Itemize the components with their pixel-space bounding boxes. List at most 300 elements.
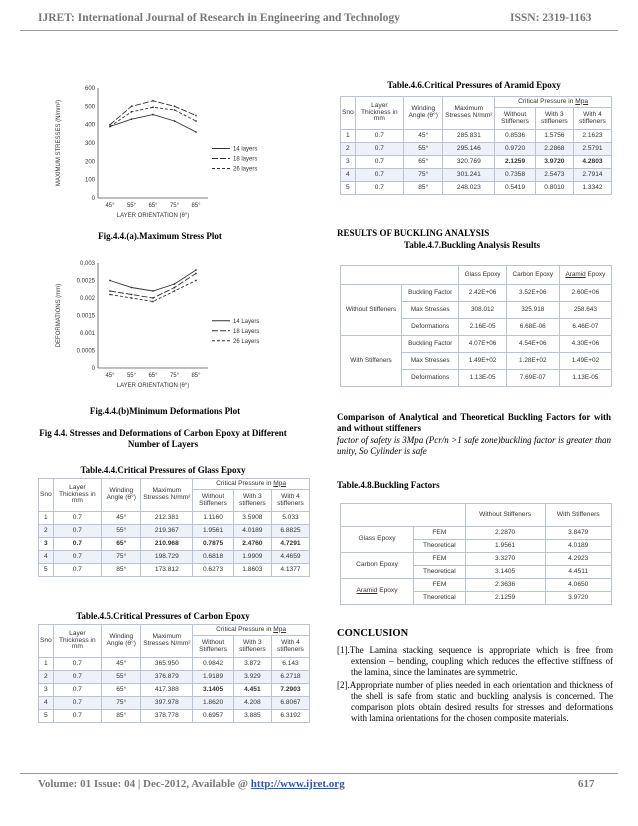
table-cell: 308.012	[459, 302, 506, 319]
table-cell: 1.49E+02	[459, 353, 506, 370]
table-cell: 2	[341, 143, 356, 156]
table-cell: 3.872	[233, 658, 271, 671]
table-cell: Carbon Epoxy	[506, 266, 559, 285]
table-cell: 3.8479	[545, 527, 612, 540]
table-cell: 295.146	[443, 143, 495, 156]
table-cell: 2.16E-05	[459, 319, 506, 336]
table-cell: 3.9720	[535, 156, 573, 169]
table-cell: With 4 stiffeners	[271, 636, 309, 658]
table-cell: 258.643	[559, 302, 611, 319]
fig-b-data-point	[109, 290, 111, 292]
conclusion-item: [2].Appropriate number of plies needed in each orientation and thickness of the shell is safe from static and buckling analysis is concerned. The comparison plots obtain desired results for stresses and deformations with lamina orientations for the chosen composite materials.	[337, 680, 613, 723]
table-cell: Without Stiffeners	[465, 504, 545, 527]
table-cell: 2.42E+06	[459, 285, 506, 302]
table-cell: 2.7914	[573, 169, 611, 182]
table-cell: 4.7291	[271, 538, 309, 551]
table-cell: 0.6957	[193, 710, 234, 723]
table-cell: 2.1259	[495, 156, 536, 169]
table-cell: 3.1405	[193, 684, 234, 697]
fig-b-data-point	[131, 297, 133, 299]
table-cell: 0.7358	[495, 169, 536, 182]
table-47-caption: Table.4.7.Buckling Analysis Results	[404, 240, 540, 250]
fig-a-data-point	[152, 114, 154, 116]
table-cell: Critical Pressure in Mpa	[193, 625, 310, 636]
fig-a-legend-label: 18 layers	[233, 156, 258, 163]
fig-a-x-tick-label: 85°	[191, 203, 201, 209]
table-cell: 75°	[102, 697, 141, 710]
table-cell: Deformations	[402, 370, 459, 387]
table-cell: 0.7	[355, 169, 403, 182]
table-cell: Buckling Factor	[402, 336, 459, 353]
table-cell: 0.7	[53, 551, 101, 564]
comparison-heading: Comparison of Analytical and Theoretical Buckling Factors for with and without stiffeners	[337, 412, 611, 433]
table-cell: 55°	[102, 525, 141, 538]
table-cell: 7.69E-07	[506, 370, 559, 387]
table-cell: 285.831	[443, 130, 495, 143]
table-cell: 198.729	[141, 551, 193, 564]
table-cell: 0.5419	[495, 182, 536, 195]
table-cell: 4.4659	[271, 551, 309, 564]
aramid-word: Aramid	[356, 587, 378, 595]
table-row	[39, 564, 310, 577]
table-cell: 65°	[102, 538, 141, 551]
table-row	[341, 130, 612, 143]
table-row	[39, 697, 310, 710]
table-cell: 3.9720	[545, 592, 612, 605]
table-cell: 212.381	[141, 512, 193, 525]
fig-b-series-line	[110, 274, 196, 299]
table-cell: 4.208	[233, 697, 271, 710]
table-row	[341, 553, 612, 566]
fig-b-x-axis-label: LAYER ORIENTATION (θ°)	[116, 383, 190, 389]
table-cell: 417.388	[141, 684, 193, 697]
table-cell: 3.1405	[465, 566, 545, 579]
fig-a-data-point	[131, 118, 133, 120]
table-cell: 1.8603	[233, 564, 271, 577]
fig-a-y-tick-label: 200	[84, 159, 95, 166]
fig-a-caption: Fig.4.4.(a).Maximum Stress Plot	[98, 231, 222, 241]
table-row	[39, 671, 310, 684]
table-cell: 1.1160	[193, 512, 234, 525]
table-cell: 4	[39, 697, 54, 710]
table-row	[341, 182, 612, 195]
table-cell: 65°	[404, 156, 443, 169]
table-cell: 3	[341, 156, 356, 169]
table-cell: 4.0189	[545, 540, 612, 553]
table-cell: 45°	[404, 130, 443, 143]
fig-b-series-line	[110, 270, 196, 291]
fig-b-caption: Fig.4.4.(b)Minimum Deformations Plot	[89, 406, 241, 416]
fig-a-y-tick-label: 400	[84, 122, 95, 129]
conclusion-list	[337, 645, 613, 726]
fig-b-x-tick-label: 55°	[126, 373, 137, 379]
fig-a-data-point	[174, 105, 176, 107]
fig-a-y-tick-label: 100	[84, 177, 95, 184]
table-cell: 65°	[102, 684, 141, 697]
min-deformation-chart	[50, 255, 280, 390]
table-header-row	[39, 625, 310, 636]
table-44-caption: Table.4.4.Critical Pressures of Glass Epoxy	[80, 465, 246, 475]
fig-b-data-point	[109, 280, 111, 282]
table-cell: 3.929	[233, 671, 271, 684]
fig-a-data-point	[152, 106, 154, 108]
table-cell: 378.778	[141, 710, 193, 723]
table-cell: 4.0189	[233, 525, 271, 538]
table-row	[341, 336, 612, 353]
table-buckling-results	[340, 265, 612, 387]
table-cell: Winding Angle (θ°)	[102, 479, 141, 512]
table-cell: Winding Angle (θ°)	[102, 625, 141, 658]
table-cell: With 4 stiffeners	[573, 108, 611, 130]
table-row	[39, 512, 310, 525]
table-cell: 365.950	[141, 658, 193, 671]
fig-b-data-point	[174, 283, 176, 285]
table-cell: Theoretical	[414, 540, 466, 553]
fig-a-data-point	[152, 100, 154, 102]
buckling-heading: RESULTS OF BUCKLING ANALYSIS	[337, 228, 490, 238]
table-cell: With 4 stiffeners	[271, 490, 309, 512]
table-cell: 4.1377	[271, 564, 309, 577]
table-46-caption: Table.4.6.Critical Pressures of Aramid Epoxy	[387, 80, 561, 90]
table-cell: 1	[39, 512, 54, 525]
table-cell: Maximum Stresses N/mm²	[443, 97, 495, 130]
fig-b-y-axis-label: DEFORMATIONS (mm)	[56, 283, 62, 348]
table-cell: Sno	[341, 97, 356, 130]
table-cell: 45°	[102, 658, 141, 671]
table-cell: With 3 stiffeners	[233, 490, 271, 512]
journal-title: IJRET: International Journal of Research in Engineering and Technology	[38, 12, 400, 24]
footer-volume: Volume: 01 Issue: 04 | Dec-2012, Available @	[38, 778, 251, 790]
table-cell: Maximum Stresses N/mm²	[141, 479, 193, 512]
table-cell: 4.0650	[545, 579, 612, 592]
fig-a-data-point	[195, 131, 197, 133]
fig-main-caption: Fig 4.4. Stresses and Deformations of Carbon Epoxy at Different Number of Layers	[39, 428, 287, 449]
table-cell: 0.8536	[495, 130, 536, 143]
table-cell: 1.49E+02	[559, 353, 611, 370]
table-cell: 397.978	[141, 697, 193, 710]
table-cell: 1.9909	[233, 551, 271, 564]
table-cell: 173.812	[141, 564, 193, 577]
table-header-row	[39, 479, 310, 490]
table-cell: Sno	[39, 625, 54, 658]
table-cell: 0.7	[53, 684, 101, 697]
fig-a-x-tick-label: 45°	[105, 203, 115, 209]
fig-b-data-point	[131, 287, 133, 289]
table-cell: With Stiffeners	[545, 504, 612, 527]
table-cell: 1.9189	[193, 671, 234, 684]
table-cell: 3.52E+06	[506, 285, 559, 302]
max-stress-chart	[50, 80, 280, 220]
table-cell: Buckling Factor	[402, 285, 459, 302]
table-cell: 85°	[404, 182, 443, 195]
table-cell: 2.4760	[233, 538, 271, 551]
table-row	[341, 285, 612, 302]
table-cell: 0.6273	[193, 564, 234, 577]
fig-a-data-point	[174, 109, 176, 111]
table-cell: 1.8620	[193, 697, 234, 710]
table-cell: Max Stresses	[402, 302, 459, 319]
table-cell: 45°	[102, 512, 141, 525]
issn: ISSN: 2319-1163	[510, 12, 592, 24]
table-cell: Without Stiffeners	[341, 285, 402, 336]
table-row	[39, 710, 310, 723]
table-cell: Max Stresses	[402, 353, 459, 370]
table-cell: 6.46E-07	[559, 319, 611, 336]
fig-b-y-tick-label: 0.001	[79, 331, 95, 337]
unit-label: Mpa	[575, 97, 589, 105]
table-cell: Theoretical	[414, 592, 466, 605]
table-cell: 0.7	[355, 156, 403, 169]
table-cell: 5.033	[271, 512, 309, 525]
table-cell: 7.2903	[271, 684, 309, 697]
fig-a-data-point	[195, 120, 197, 122]
table-cell: 4	[39, 551, 54, 564]
fig-b-x-tick-label: 75°	[169, 373, 180, 379]
table-cell: Without Stiffeners	[495, 108, 536, 130]
table-cell: 210.968	[141, 538, 193, 551]
table-cell: 0.7	[53, 538, 101, 551]
table-cell: 248.023	[443, 182, 495, 195]
table-cell: 55°	[102, 671, 141, 684]
table-header-row	[341, 97, 612, 108]
table-cell: 3	[39, 538, 54, 551]
table-row	[39, 551, 310, 564]
table-cell: 5	[341, 182, 356, 195]
table-cell: 0.7	[53, 525, 101, 538]
table-header-row	[341, 504, 612, 527]
table-cell: 3.5908	[233, 512, 271, 525]
table-cell: FEM	[414, 553, 466, 566]
conclusion-item: [1].The Lamina stacking sequence is appropriate which is free from extension – bending, coupling which reduces the effective stiffness of the lamina, since the laminates are symmetric.	[337, 645, 613, 677]
table-cell: 4.2923	[545, 553, 612, 566]
table-cell: 4.30E+06	[559, 336, 611, 353]
table-cell: 2	[39, 525, 54, 538]
table-cell: 1.13E-05	[459, 370, 506, 387]
fig-a-data-point	[174, 120, 176, 122]
fig-b-legend-label: 26 Layers	[233, 338, 260, 345]
table-cell: 75°	[102, 551, 141, 564]
fig-b-legend-label: 14 Layers	[233, 318, 260, 325]
table-cell: Carbon Epoxy	[341, 553, 414, 579]
fig-b-y-tick-label: 0.0015	[76, 313, 95, 320]
fig-a-data-point	[195, 115, 197, 117]
table-cell: 5	[39, 564, 54, 577]
fig-b-data-point	[152, 301, 154, 303]
table-cell: 4.07E+06	[459, 336, 506, 353]
fig-a-y-tick-label: 600	[84, 86, 95, 92]
fig-b-x-tick-label: 65°	[148, 373, 158, 379]
table-cell: 6.68E-06	[506, 319, 559, 336]
table-cell: 0.7	[53, 697, 101, 710]
fig-b-y-tick-label: 0.003	[79, 261, 95, 267]
table-cell: 219.367	[141, 525, 193, 538]
conclusion-heading: CONCLUSION	[337, 628, 409, 639]
table-buckling-factors	[340, 503, 612, 605]
table-row	[341, 169, 612, 182]
table-cell: Layer Thickness in mm	[53, 479, 101, 512]
table-cell: With Stiffeners	[341, 336, 402, 387]
table-row	[341, 579, 612, 592]
table-row	[341, 156, 612, 169]
fig-a-series-line	[110, 101, 196, 125]
table-cell: 5	[39, 710, 54, 723]
table-row	[39, 525, 310, 538]
page-number: 617	[578, 778, 595, 790]
aramid-word: Aramid	[565, 270, 586, 278]
fig-b-data-point	[152, 290, 154, 292]
table-cell: 6.2718	[271, 671, 309, 684]
table-cell: 4	[341, 169, 356, 182]
table-cell: 4.54E+06	[506, 336, 559, 353]
footer-rule	[20, 773, 618, 774]
fig-b-data-point	[195, 269, 197, 271]
table-cell: With 3 stiffeners	[535, 108, 573, 130]
table-aramid-epoxy	[340, 96, 612, 195]
table-cell: 2.2870	[465, 527, 545, 540]
fig-a-data-point	[109, 124, 111, 126]
fig-a-x-tick-label: 75°	[169, 203, 180, 209]
table-cell: 376.879	[141, 671, 193, 684]
table-cell: 0.7	[53, 671, 101, 684]
table-cell: 0.9720	[495, 143, 536, 156]
table-cell: Theoretical	[414, 566, 466, 579]
table-cell: 85°	[102, 710, 141, 723]
fig-b-data-point	[195, 273, 197, 275]
table-cell: 55°	[404, 143, 443, 156]
table-45-caption: Table.4.5.Critical Pressures of Carbon Epoxy	[76, 611, 250, 621]
table-carbon-epoxy	[38, 624, 310, 723]
fig-a-y-tick-label: 300	[84, 141, 95, 147]
table-row	[39, 684, 310, 697]
fig-b-x-tick-label: 45°	[105, 373, 115, 379]
table-cell: Glass Epoxy	[459, 266, 506, 285]
table-cell: FEM	[414, 579, 466, 592]
table-cell: 0.7	[355, 143, 403, 156]
fig-a-y-axis-label: MAXIMUM STRESSES (N/mm²)	[56, 99, 62, 187]
fig-b-data-point	[152, 297, 154, 299]
table-cell	[341, 504, 466, 527]
table-cell: 2.60E+06	[559, 285, 611, 302]
table-cell: 3.3270	[465, 553, 545, 566]
table-cell: 2.5791	[573, 143, 611, 156]
fig-a-legend-label: 26 layers	[233, 166, 258, 173]
fig-b-y-tick-label: 0.002	[79, 296, 95, 302]
header-rule	[20, 30, 618, 31]
fig-a-data-point	[109, 126, 111, 128]
fig-b-y-tick-label: 0.0025	[76, 278, 95, 285]
unit-label: Mpa	[273, 479, 287, 487]
fig-a-y-tick-label: 0	[91, 196, 95, 202]
table-cell: 6.8067	[271, 697, 309, 710]
table-cell: 0.9842	[193, 658, 234, 671]
fig-b-data-point	[174, 290, 176, 292]
fig-b-data-point	[131, 294, 133, 296]
fig-a-y-tick-label: 500	[84, 104, 95, 111]
table-cell: Without Stiffeners	[193, 490, 234, 512]
table-cell: Sno	[39, 479, 54, 512]
table-cell: 6.143	[271, 658, 309, 671]
table-cell: 1.28E+02	[506, 353, 559, 370]
table-cell: 0.7	[53, 564, 101, 577]
table-cell: Critical Pressure in Mpa	[495, 97, 612, 108]
comparison-note: factor of safety is 3Mpa (Pcr/n >1 safe zone)buckling factor is greater than unity, So Cylinder is safe	[337, 435, 611, 456]
table-header-row	[341, 266, 612, 285]
table-row	[341, 527, 612, 540]
fig-a-x-axis-label: LAYER ORIENTATION (θ°)	[116, 213, 190, 219]
table-row	[39, 658, 310, 671]
table-cell: 0.7	[53, 658, 101, 671]
table-cell: 4.4511	[545, 566, 612, 579]
table-cell: 3	[39, 684, 54, 697]
table-cell: Layer Thickness in mm	[355, 97, 403, 130]
table-glass-epoxy	[38, 478, 310, 577]
table-cell: 2.3636	[465, 579, 545, 592]
fig-b-legend-label: 18 Layers	[233, 328, 260, 335]
fig-b-data-point	[195, 280, 197, 282]
table-cell: 325.918	[506, 302, 559, 319]
table-48-caption: Table.4.8.Buckling Factors	[337, 480, 440, 490]
table-cell: 1.9561	[465, 540, 545, 553]
table-cell: 1	[39, 658, 54, 671]
table-cell: 1.13E-05	[559, 370, 611, 387]
table-cell: Without Stiffeners	[193, 636, 234, 658]
table-cell: 1.5756	[535, 130, 573, 143]
fig-b-x-tick-label: 85°	[191, 373, 201, 379]
footer-text	[38, 778, 345, 790]
table-cell: 1.9561	[193, 525, 234, 538]
table-cell: 85°	[102, 564, 141, 577]
table-cell: FEM	[414, 527, 466, 540]
table-cell: 1	[341, 130, 356, 143]
table-cell: Layer Thickness in mm	[53, 625, 101, 658]
table-row	[341, 143, 612, 156]
table-cell: 6.3192	[271, 710, 309, 723]
table-cell: 2.1259	[465, 592, 545, 605]
table-cell: Maximum Stresses N/mm²	[141, 625, 193, 658]
fig-b-data-point	[109, 294, 111, 296]
table-cell: 0.7	[355, 182, 403, 195]
table-cell: 6.8825	[271, 525, 309, 538]
table-row	[39, 538, 310, 551]
table-cell: 4.451	[233, 684, 271, 697]
table-cell: With 3 stiffeners	[233, 636, 271, 658]
fig-a-data-point	[131, 105, 133, 107]
table-cell: Deformations	[402, 319, 459, 336]
table-cell: 2.2868	[535, 143, 573, 156]
table-cell: 0.7	[53, 710, 101, 723]
table-cell: 0.7	[355, 130, 403, 143]
fig-a-x-tick-label: 55°	[126, 203, 137, 209]
table-cell: 0.7	[53, 512, 101, 525]
unit-label: Mpa	[273, 625, 287, 633]
fig-a-data-point	[131, 111, 133, 113]
table-cell	[341, 266, 459, 285]
table-cell: 320.769	[443, 156, 495, 169]
table-cell: 2	[39, 671, 54, 684]
table-cell: 0.7875	[193, 538, 234, 551]
fig-b-y-tick-label: 0.0005	[76, 348, 95, 355]
fig-a-legend-label: 14 layers	[233, 146, 258, 153]
table-cell: 4.2803	[573, 156, 611, 169]
fig-b-data-point	[174, 287, 176, 289]
table-cell: Glass Epoxy	[341, 527, 414, 553]
fig-b-y-tick-label: 0	[91, 366, 95, 372]
table-cell: Aramid Epoxy	[341, 579, 414, 605]
footer-link[interactable]: http://www.ijret.org	[250, 778, 345, 790]
table-cell: Aramid Epoxy	[559, 266, 611, 285]
table-cell: 0.8010	[535, 182, 573, 195]
table-cell: Critical Pressure in Mpa	[193, 479, 310, 490]
